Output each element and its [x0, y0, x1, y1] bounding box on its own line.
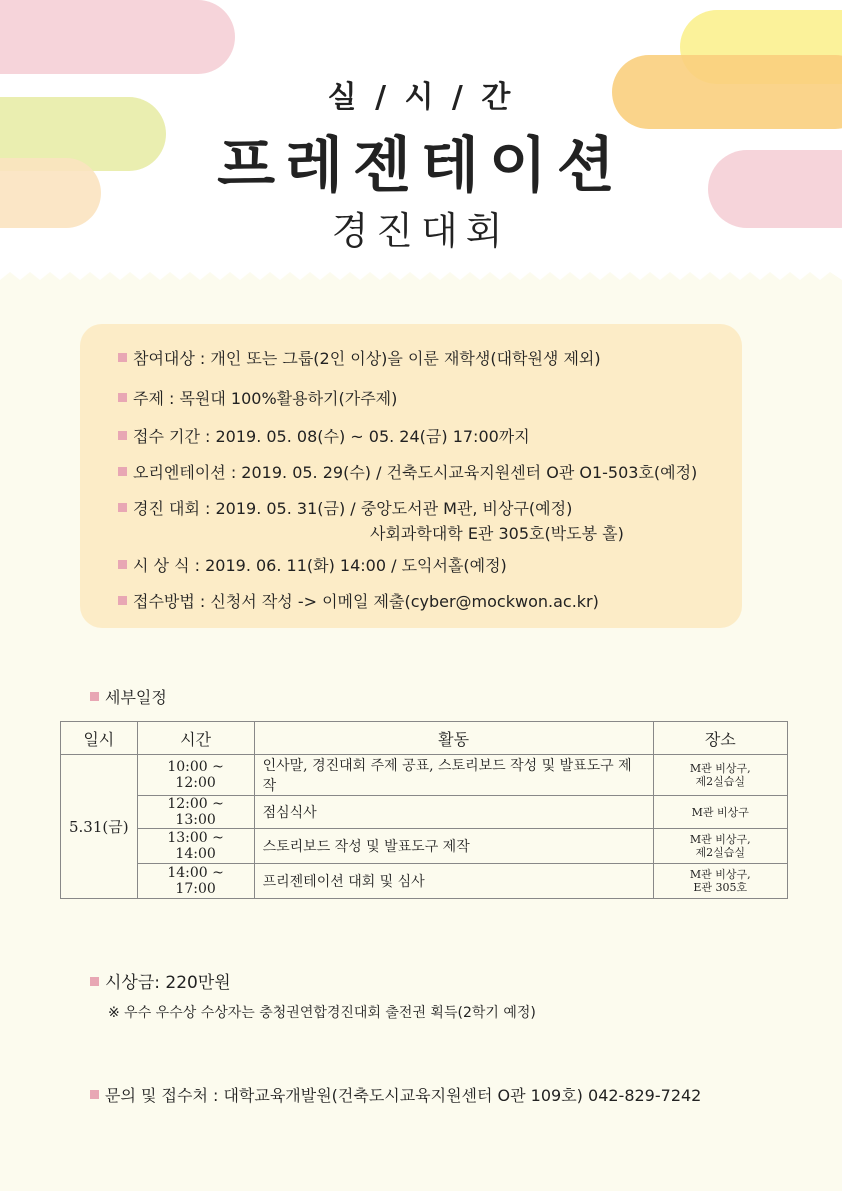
place-line: 제2실습실: [695, 775, 746, 788]
bullet-icon: [118, 353, 127, 362]
page-title: 프레젠테이션: [217, 131, 625, 201]
column-header: 활동: [254, 722, 653, 755]
info-text: 시 상 식 : 2019. 06. 11(화) 14:00 / 도익서홀(예정): [133, 556, 507, 575]
bullet-icon: [90, 977, 99, 986]
time-cell: 10:00 ~ 12:00: [137, 755, 254, 796]
info-registration-period: [118, 424, 530, 447]
contact-text: 문의 및 접수처 : 대학교육개발원(건축도시교육지원센터 O관 109호) 042-829-7242: [105, 1086, 702, 1105]
contact-info: [90, 1083, 701, 1106]
info-text: 경진 대회 : 2019. 05. 31(금) / 중앙도서관 M관, 비상구(예정): [133, 499, 573, 518]
info-text: 접수 기간 : 2019. 05. 08(수) ~ 05. 24(금) 17:00까지: [133, 427, 530, 446]
schedule-table: [60, 721, 788, 899]
prize-text: 시상금: 220만원: [105, 973, 231, 993]
prize-note: ※ 우수 우수상 수상자는 충청권연합경진대회 출전권 획득(2학기 예정): [108, 1005, 536, 1021]
info-contest: [118, 496, 572, 519]
activity-cell: 인사말, 경진대회 주제 공표, 스토리보드 작성 및 발표도구 제작: [254, 755, 653, 796]
info-text: 주제 : 목원대 100%활용하기(가주제): [133, 389, 398, 408]
place-line: M관 비상구,: [689, 868, 751, 881]
date-cell: 5.31(금): [61, 755, 138, 899]
column-header: 시간: [137, 722, 254, 755]
zigzag-divider: [0, 272, 842, 302]
table-row: [61, 755, 788, 796]
bullet-icon: [118, 393, 127, 402]
place-line: M관 비상구,: [689, 762, 751, 775]
decor-pill-pink-left: [0, 0, 235, 74]
column-header: 장소: [653, 722, 787, 755]
title-small: 실 / 시 / 간: [327, 80, 515, 115]
schedule-heading: [90, 685, 167, 708]
activity-cell: 점심식사: [254, 796, 653, 829]
time-cell: 14:00 ~ 17:00: [137, 864, 254, 899]
info-award-ceremony: [118, 553, 507, 576]
table-row: [61, 864, 788, 899]
bullet-icon: [118, 431, 127, 440]
column-header: 일시: [61, 722, 138, 755]
info-contest-line2: 사회과학대학 E관 305호(박도봉 홀): [370, 524, 624, 543]
info-topic: [118, 386, 397, 409]
prize-label: [90, 968, 231, 993]
bullet-icon: [118, 596, 127, 605]
place-line: E관 305호: [693, 881, 748, 894]
info-application-method: [118, 589, 599, 612]
place-line: M관 비상구: [691, 805, 749, 819]
time-cell: 12:00 ~ 13:00: [137, 796, 254, 829]
place-cell: [653, 864, 787, 899]
table-row: [61, 796, 788, 829]
place-line: M관 비상구,: [689, 833, 751, 846]
activity-cell: 프리젠테이션 대회 및 심사: [254, 864, 653, 899]
table-header-row: [61, 722, 788, 755]
bullet-icon: [90, 1090, 99, 1099]
bullet-icon: [118, 467, 127, 476]
bullet-icon: [118, 503, 127, 512]
place-line: 제2실습실: [695, 846, 746, 859]
table-row: [61, 829, 788, 864]
info-participants: [118, 346, 601, 369]
title-subtitle: 경진대회: [331, 209, 511, 253]
place-cell: [653, 755, 787, 796]
place-cell: [653, 796, 787, 829]
time-cell: 13:00 ~ 14:00: [137, 829, 254, 864]
schedule-heading-text: 세부일정: [105, 688, 167, 707]
place-cell: [653, 829, 787, 864]
info-text: 접수방법 : 신청서 작성 -> 이메일 제출(cyber@mockwon.ac.kr): [133, 592, 599, 611]
info-text: 참여대상 : 개인 또는 그룹(2인 이상)을 이룬 재학생(대학원생 제외): [133, 349, 601, 368]
info-text: 오리엔테이션 : 2019. 05. 29(수) / 건축도시교육지원센터 O관 O1-503호(예정): [133, 463, 698, 482]
info-orientation: [118, 460, 697, 483]
bullet-icon: [90, 692, 99, 701]
bullet-icon: [118, 560, 127, 569]
activity-cell: 스토리보드 작성 및 발표도구 제작: [254, 829, 653, 864]
